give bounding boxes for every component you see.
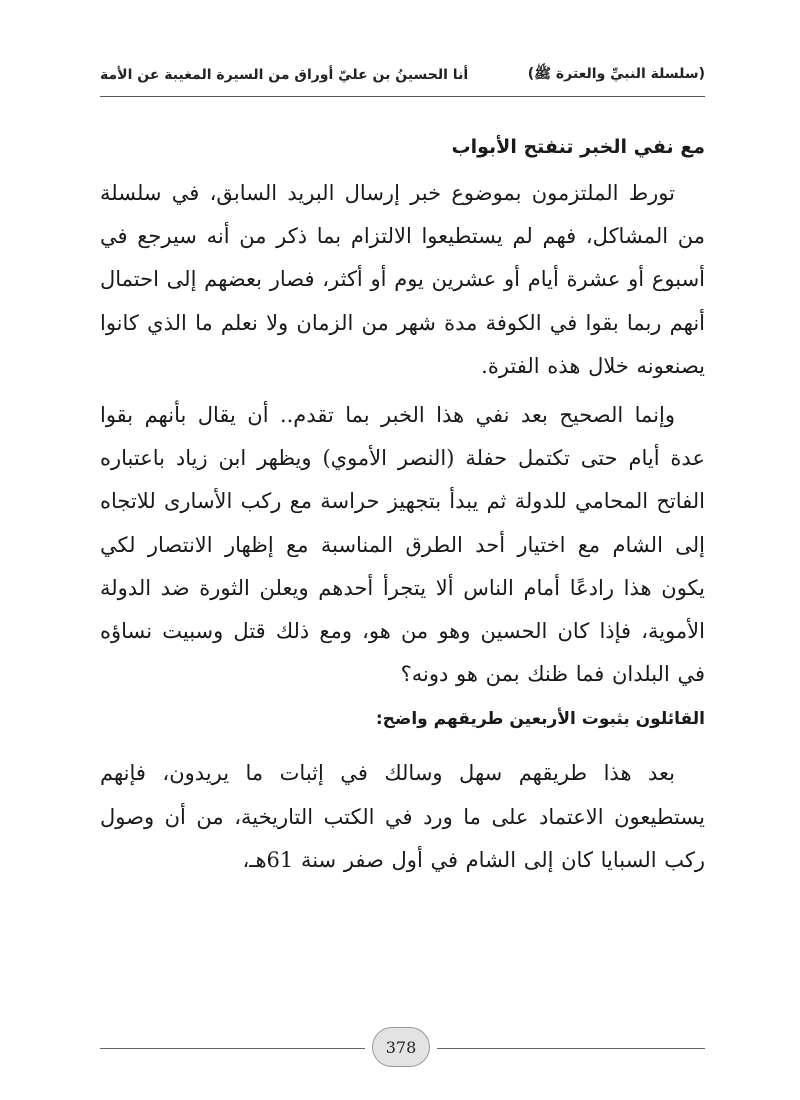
paragraph-3: بعد هذا طريقهم سهل وسالك في إثبات ما يريدون، فإنهم يستطيعون الاعتماد على ما ورد في الكتب التاريخية، من أن وصول ركب السبايا كان إلى الشام في أول صفر سنة 61هـ،	[100, 761, 705, 872]
section-heading-2: القائلون بثبوت الأربعين طريقهم واضح:	[375, 709, 705, 730]
paragraph-2: وإنما الصحيح بعد نفي هذا الخبر بما تقدم.. أن يقال بأنهم بقوا عدة أيام حتى تكتمل حفلة (النصر الأموي) ويظهر ابن زياد باعتباره الفاتح المحامي للدولة ثم يبدأ بتجهيز حراسة مع ركب الأسارى للاتجاه إلى الشام مع اختيار أحد الطرق المناسبة مع إظهار الانتصار لكي يكون هذا رادعًا أمام الناس ألا يتجرأ أحدهم ويعلن الثورة ضد الدولة الأموية، فإذا كان الحسين وهو من هو، ومع ذلك قتل وسبيت نساؤه في البلدان فما ظنك بمن هو دونه؟	[100, 403, 705, 687]
page-number-badge	[372, 1027, 430, 1067]
running-header	[100, 62, 705, 88]
header-divider	[100, 96, 705, 97]
page-body	[100, 132, 705, 888]
footer-divider-right	[437, 1048, 705, 1049]
footer-divider-left	[100, 1048, 365, 1049]
book-title: أنا الحسينُ بن عليّ أوراق من السيرة المغيبة عن الأمة	[100, 67, 469, 83]
section-heading-1: مع نفي الخبر تنفتح الأبواب	[451, 136, 705, 158]
series-title: (سلسلة النبيِّ والعترة ﷺ)	[527, 66, 705, 82]
paragraph-1: تورط الملتزمون بموضوع خبر إرسال البريد السابق، في سلسلة من المشاكل، فهم لم يستطيعوا الالتزام بما ذكر من أنه سيرجع في أسبوع أو عشرة أيام أو عشرين يوم أو أكثر، فصار بعضهم إلى احتمال أنهم ربما بقوا في الكوفة مدة شهر من الزمان ولا نعلم ما الذي كانوا يصنعونه خلال هذه الفترة.	[100, 181, 705, 378]
page-number: 378	[385, 1037, 417, 1057]
